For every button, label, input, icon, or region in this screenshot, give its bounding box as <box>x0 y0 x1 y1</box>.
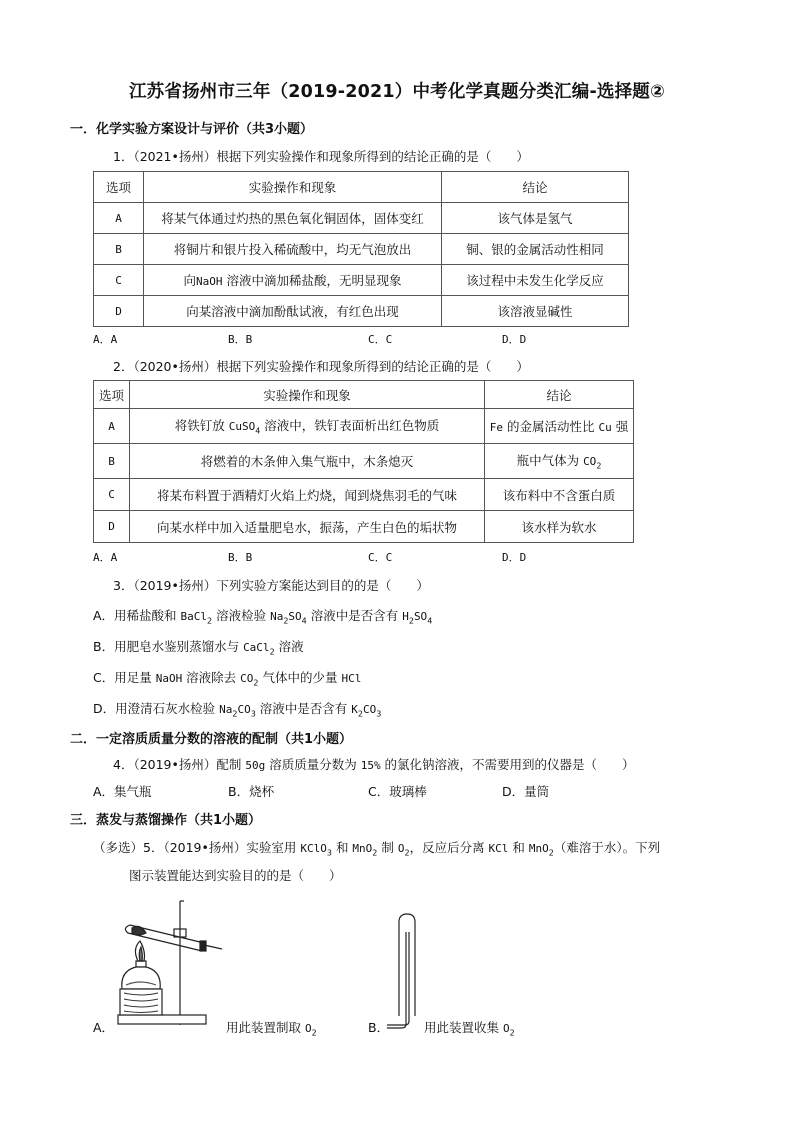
table-cell: 瓶中气体为 $CO_2$ <box>485 444 634 479</box>
gas-collection-tube-figure <box>385 912 425 1037</box>
table-cell: 向NaOH 溶液中滴加稀盐酸，无明显现象 <box>144 265 442 296</box>
answer-option: B．B <box>228 333 253 346</box>
table-cell: A <box>94 203 144 234</box>
answer-option: A．用稀盐酸和 BaCl$_2$ 溶液检验 $Na_2SO_4$ 溶液中是否含有 $H_2SO_4$ <box>93 608 433 626</box>
answer-option: B．烧杯 <box>228 784 275 799</box>
section-heading: 二．一定溶质质量分数的溶液的配制（共1小题） <box>70 732 353 747</box>
table-cell: 该过程中未发生化学反应 <box>442 265 629 296</box>
answer-option: B．B <box>228 551 253 564</box>
table-header: 实验操作和现象 <box>144 172 442 203</box>
question-stem: 4．（2019•扬州）配制 50g 溶质质量分数为 15% 的氯化钠溶液，不需要用到的仪器是（ ） <box>113 757 635 772</box>
table-cell: 向某溶液中滴加酚酞试液，有红色出现 <box>144 296 442 327</box>
table-cell: 铜、银的金属活动性相同 <box>442 234 629 265</box>
answer-option: C．用足量 NaOH 溶液除去 $CO_2$ 气体中的少量 HCl <box>93 670 362 688</box>
page-title: 江苏省扬州市三年（2019-2021）中考化学真题分类汇编-选择题② <box>128 82 666 102</box>
q1-table <box>93 171 629 327</box>
table-header: 选项 <box>94 381 130 409</box>
question-stem-continued: 图示装置能达到实验目的的是（ ） <box>129 868 342 883</box>
answer-option: C．C <box>368 333 393 346</box>
table-cell: B <box>94 444 130 479</box>
answer-option: D．量筒 <box>502 784 550 799</box>
table-cell: 将铜片和银片投入稀硫酸中，均无气泡放出 <box>144 234 442 265</box>
answer-option: A．A <box>93 551 118 564</box>
table-cell: 将燃着的木条伸入集气瓶中，木条熄灭 <box>130 444 485 479</box>
table-cell: C <box>94 265 144 296</box>
question-stem: （多选）5．（2019•扬州）实验室用 KClO$_3$ 和 MnO$_2$ 制 $O_2$，反应后分离 KCl 和 MnO$_2$（难溶于水）。下列 <box>93 840 661 858</box>
table-cell: 将某气体通过灼热的黑色氧化铜固体，固体变红 <box>144 203 442 234</box>
table-cell: 该水样为软水 <box>485 511 634 543</box>
table-cell: 将铁钉放 CuSO$_4$ 溶液中，铁钉表面析出红色物质 <box>130 409 485 444</box>
answer-option: A．A <box>93 333 118 346</box>
answer-option: D．用澄清石灰水检验 $Na_2CO_3$ 溶液中是否含有 $K_2CO_3$ <box>93 701 382 719</box>
figure-caption: 用此装置收集 $O_2$ <box>424 1020 515 1038</box>
section-heading: 一．化学实验方案设计与评价（共3小题） <box>70 122 314 137</box>
answer-option: D．D <box>502 333 527 346</box>
q2-table <box>93 380 634 543</box>
question-stem: 1．（2021•扬州）根据下列实验操作和现象所得到的结论正确的是（ ） <box>113 149 529 164</box>
figure-option-label: A． <box>93 1020 115 1035</box>
table-header: 结论 <box>485 381 634 409</box>
table-cell: 向某水样中加入适量肥皂水，振荡，产生白色的垢状物 <box>130 511 485 543</box>
figure-option-label: B． <box>368 1020 390 1035</box>
section-heading: 三．蒸发与蒸馏操作（共1小题） <box>70 813 262 828</box>
table-cell: C <box>94 479 130 511</box>
answer-option: D．D <box>502 551 527 564</box>
table-header: 选项 <box>94 172 144 203</box>
answer-option: C．C <box>368 551 393 564</box>
table-cell: D <box>94 511 130 543</box>
answer-option: A．集气瓶 <box>93 784 152 799</box>
table-cell: B <box>94 234 144 265</box>
question-stem: 2．（2020•扬州）根据下列实验操作和现象所得到的结论正确的是（ ） <box>113 359 529 374</box>
table-cell: 该气体是氢气 <box>442 203 629 234</box>
table-cell: Fe 的金属活动性比 Cu 强 <box>485 409 634 444</box>
table-cell: 该溶液显碱性 <box>442 296 629 327</box>
table-header: 结论 <box>442 172 629 203</box>
table-cell: 该布料中不含蛋白质 <box>485 479 634 511</box>
table-cell: D <box>94 296 144 327</box>
answer-option: C．玻璃棒 <box>368 784 427 799</box>
figure-caption: 用此装置制取 $O_2$ <box>226 1020 317 1038</box>
table-cell: 将某布料置于酒精灯火焰上灼烧，闻到烧焦羽毛的气味 <box>130 479 485 511</box>
heating-apparatus-figure <box>100 895 230 1030</box>
question-stem: 3．（2019•扬州）下列实验方案能达到目的的是（ ） <box>113 578 429 593</box>
table-cell: A <box>94 409 130 444</box>
answer-option: B．用肥皂水鉴别蒸馏水与 CaCl$_2$ 溶液 <box>93 639 304 657</box>
table-header: 实验操作和现象 <box>130 381 485 409</box>
